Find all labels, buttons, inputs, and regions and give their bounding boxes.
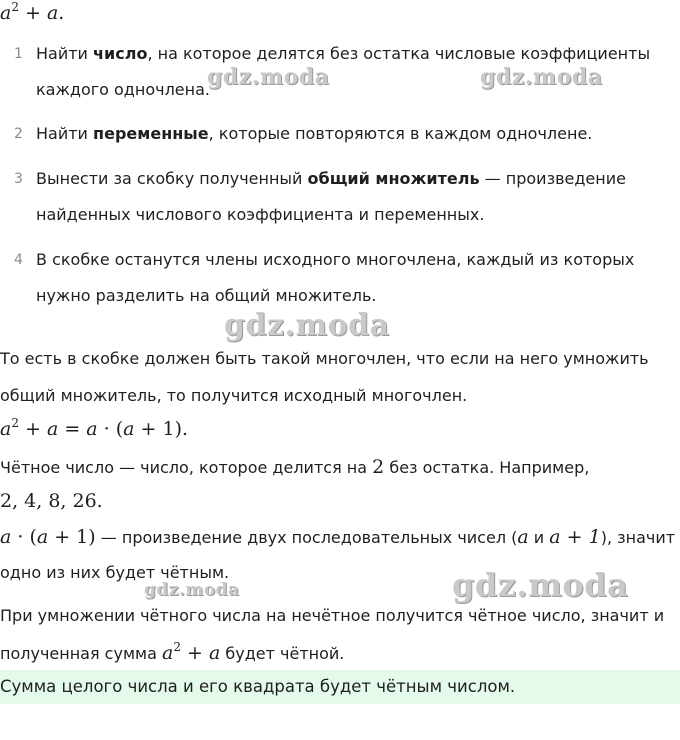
explanation-line-1: То есть в скобке должен быть такой многочлен, что если на него умножить: [0, 349, 649, 368]
step-text: Найти число, на которое делятся без остатка числовые коэффициенты каждого одночлена.: [36, 44, 651, 99]
step-number: 1: [14, 46, 23, 62]
product-line-1: a · (a + 1) — произведение двух последовательных чисел (a и a + 1), значит: [0, 526, 676, 548]
watermark: gdz.moda: [207, 64, 330, 90]
step-text: Вынести за скобку полученный общий множитель — произведение найденных числового коэффициента и переменных.: [36, 169, 626, 224]
intro-expression: $a^2 + a$.: [0, 0, 65, 24]
step-text: В скобке останутся члены исходного многочлена, каждый из которых нужно разделить на общий множитель.: [36, 250, 635, 305]
even-examples: 2, 4, 8, 26.: [0, 490, 103, 512]
step-number: 3: [14, 171, 23, 187]
product-line-2: одно из них будет чётным.: [0, 563, 230, 582]
factor-expression: $a^2 + a = a \cdot (a + 1)$.: [0, 416, 189, 440]
watermark: gdz.moda: [224, 308, 390, 343]
step-text: Найти переменные, которые повторяются в каждом одночлене.: [36, 124, 593, 143]
watermark: gdz.moda: [452, 566, 629, 604]
even-definition: Чётное число — число, которое делится на 2 без остатка. Например,: [0, 456, 590, 478]
step-number: 2: [14, 126, 23, 142]
multiplication-line-1: При умножении чётного числа на нечётное получится чётное число, значит и: [0, 606, 665, 625]
watermark: gdz.moda: [144, 580, 240, 600]
watermark: gdz.moda: [480, 64, 603, 90]
multiplication-line-2: полученная сумма $a^2 + a$ будет чётной.: [0, 640, 345, 664]
step-number: 4: [14, 252, 23, 268]
answer-highlight: Сумма целого числа и его квадрата будет чётным числом.: [0, 670, 680, 704]
sum-expression: $a^2 + a$: [161, 640, 221, 664]
product-expression: a · (a + 1): [0, 526, 96, 548]
explanation-line-2: общий множитель, то получится исходный многочлен.: [0, 386, 468, 405]
